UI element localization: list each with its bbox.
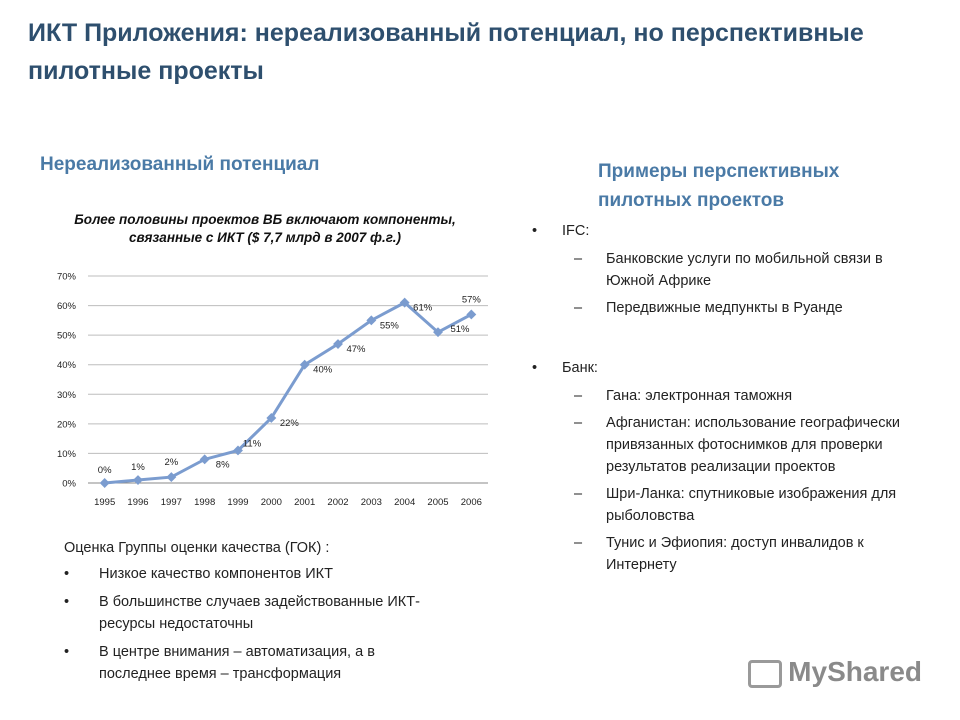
data-point xyxy=(100,478,110,488)
data-label: 11% xyxy=(242,438,262,450)
gok-item xyxy=(64,563,424,585)
chart-title: Более половины проектов ВБ включают компоненты, связанные с ИКТ ($ 7,7 млрд в 2007 ф.г.) xyxy=(74,212,456,245)
bullet: • xyxy=(532,223,538,239)
example-subitem xyxy=(574,532,932,576)
examples-section xyxy=(532,220,932,576)
logo-text: MyShared xyxy=(788,656,922,687)
bullet: • xyxy=(64,594,70,610)
dash: – xyxy=(574,300,583,316)
example-subitem xyxy=(574,297,932,319)
data-label: 57% xyxy=(461,294,481,306)
gok-item xyxy=(64,591,424,635)
example-subitem xyxy=(574,483,932,527)
data-label: 8% xyxy=(215,459,230,471)
data-label: 22% xyxy=(279,417,299,429)
x-tick-label: 2006 xyxy=(460,497,482,508)
data-label: 55% xyxy=(379,320,399,332)
example-subitem-text: Гана: электронная таможня xyxy=(606,388,793,404)
example-subitem xyxy=(574,412,932,478)
gok-intro: Оценка Группы оценки качества (ГОК) : xyxy=(64,540,330,556)
page-title: ИКТ Приложения: нереализованный потенциал, но перспективные пилотные проекты xyxy=(28,19,864,85)
example-subitem-text: Тунис и Эфиопия: доступ инвалидов к Интернету xyxy=(606,535,864,573)
y-tick-label: 70% xyxy=(56,271,76,283)
bullet: • xyxy=(64,566,70,582)
x-tick-label: 2001 xyxy=(294,497,316,508)
example-subitem-text: Афганистан: использование географически привязанных фотоснимков для проверки результатов реализации проектов xyxy=(606,415,900,475)
data-label: 51% xyxy=(450,324,470,336)
data-label: 2% xyxy=(164,457,179,469)
data-label: 1% xyxy=(131,462,145,474)
example-group-bank xyxy=(532,357,932,379)
x-tick-label: 2002 xyxy=(327,497,349,508)
dash: – xyxy=(574,251,583,267)
y-tick-label: 50% xyxy=(56,330,76,342)
dash: – xyxy=(574,388,583,404)
dash: – xyxy=(574,486,583,502)
bullet: • xyxy=(64,644,70,660)
example-subitem-text: Передвижные медпункты в Руанде xyxy=(606,300,843,316)
example-subitem-text: Шри-Ланка: спутниковые изображения для рыболовства xyxy=(606,486,897,524)
y-tick-label: 60% xyxy=(56,301,76,313)
x-tick-label: 1997 xyxy=(160,497,182,508)
example-group-ifc xyxy=(532,220,932,242)
y-tick-label: 20% xyxy=(56,419,76,431)
data-label: 40% xyxy=(313,364,333,376)
example-subitem xyxy=(574,385,932,407)
gok-section xyxy=(64,537,424,685)
example-label: IFC: xyxy=(562,223,590,239)
y-tick-label: 30% xyxy=(56,389,76,401)
left-heading: Нереализованный потенциал xyxy=(40,154,320,175)
data-label: 0% xyxy=(97,465,112,476)
data-label: 47% xyxy=(346,344,366,356)
logo-icon xyxy=(748,660,782,688)
right-heading xyxy=(598,157,908,215)
example-subitem-text: Банковские услуги по мобильной связи в Южной Африке xyxy=(606,251,883,289)
x-tick-label: 1999 xyxy=(227,497,249,508)
x-tick-label: 1996 xyxy=(127,497,149,508)
x-tick-label: 1998 xyxy=(194,497,216,508)
x-tick-label: 2000 xyxy=(260,497,282,508)
mystared-logo[interactable] xyxy=(748,656,922,688)
y-tick-label: 10% xyxy=(56,448,76,460)
data-label: 61% xyxy=(413,302,433,314)
x-tick-label: 2003 xyxy=(360,497,382,508)
data-point xyxy=(133,475,143,485)
gok-item xyxy=(64,641,424,685)
dash: – xyxy=(574,535,583,551)
dash: – xyxy=(574,415,583,431)
x-tick-label: 2005 xyxy=(427,497,449,508)
y-tick-label: 40% xyxy=(56,360,76,372)
series-line xyxy=(105,303,472,483)
gok-item-text: В центре внимания – автоматизация, а в последнее время – трансформация xyxy=(99,644,375,682)
example-subitem xyxy=(574,248,932,292)
gok-item-text: Низкое качество компонентов ИКТ xyxy=(99,566,333,582)
gok-item-text: В большинстве случаев задействованные ИКТ-ресурсы недостаточны xyxy=(99,594,420,632)
x-tick-label: 1995 xyxy=(94,497,116,508)
right-heading-text: Примеры перспективных пилотных проектов xyxy=(598,161,840,211)
y-tick-label: 0% xyxy=(62,478,76,490)
example-label: Банк: xyxy=(562,360,598,376)
line-chart xyxy=(40,258,500,520)
x-tick-label: 2004 xyxy=(394,497,416,508)
bullet: • xyxy=(532,360,538,376)
